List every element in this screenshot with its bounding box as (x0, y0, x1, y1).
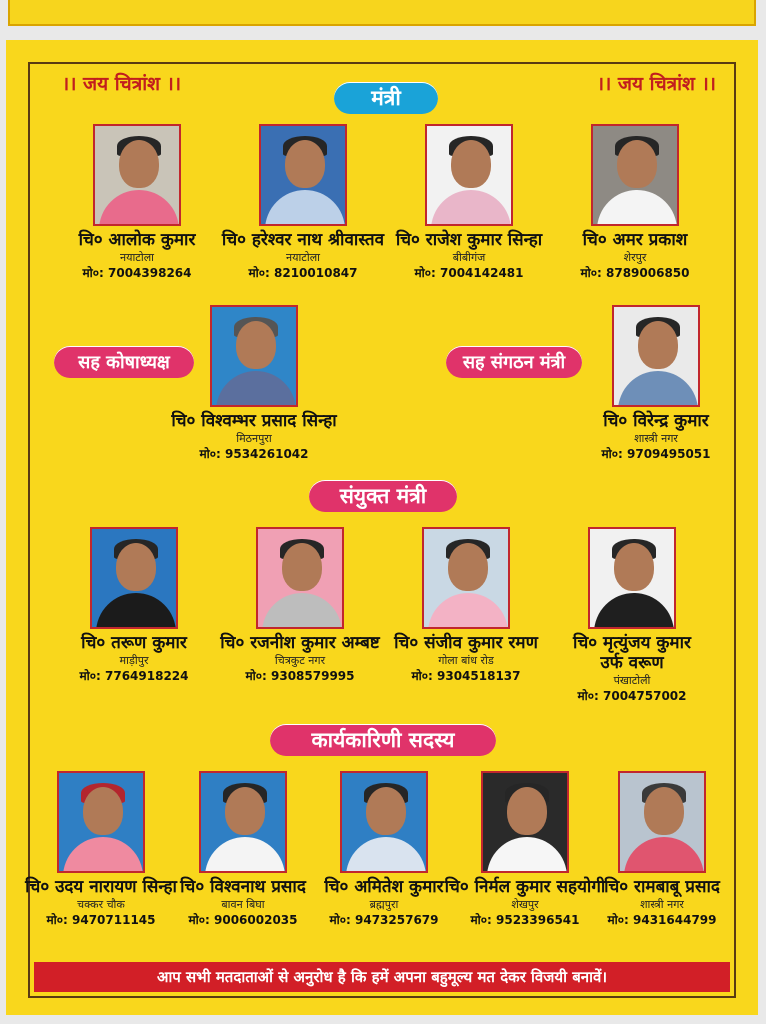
member-name: चि० तरूण कुमार (81, 633, 187, 653)
member-locality: शास्त्री नगर (634, 432, 678, 445)
member-phone: मो०: 7764918224 (79, 669, 189, 683)
member-photo (612, 305, 700, 407)
member-card (545, 124, 725, 281)
member-locality: शेरपुर (623, 251, 647, 264)
member-locality: बीबीगंज (452, 251, 486, 264)
member-card (210, 527, 390, 684)
member-phone: मो०: 9431644799 (607, 913, 717, 927)
member-card (379, 124, 559, 281)
member-name: चि० मृत्युंजय कुमार (573, 633, 691, 653)
member-locality: माड़ीपुर (119, 654, 149, 667)
member-phone: मो०: 9709495051 (601, 447, 711, 461)
member-name: चि० अमितेश कुमार (324, 877, 444, 897)
member-phone: मो०: 9006002035 (188, 913, 298, 927)
member-name: चि० अमर प्रकाश (582, 230, 688, 250)
member-name: चि० रजनीश कुमार अम्बष्ट (220, 633, 380, 653)
member-photo (425, 124, 513, 226)
member-phone: मो०: 7004142481 (414, 266, 524, 280)
member-name: चि० उदय नारायण सिन्हा (25, 877, 177, 897)
member-locality: शास्त्री नगर (640, 898, 684, 911)
member-locality: चित्रकुट नगर (274, 654, 326, 667)
member-card (154, 305, 354, 462)
member-phone: मो०: 7004757002 (577, 689, 687, 703)
section-karyakarini-heading: कार्यकारिणी सदस्य (270, 724, 496, 756)
member-photo (90, 527, 178, 629)
member-locality: नयाटोला (285, 251, 321, 264)
member-card (47, 124, 227, 281)
member-phone: मो०: 9470711145 (46, 913, 156, 927)
section-mantri-heading: मंत्री (334, 82, 438, 114)
member-locality: नयाटोला (119, 251, 155, 264)
member-photo (259, 124, 347, 226)
member-photo (481, 771, 569, 873)
member-card (542, 527, 722, 704)
member-phone: मो०: 9473257679 (329, 913, 439, 927)
member-photo (256, 527, 344, 629)
member-name: चि० विश्वम्भर प्रसाद सिन्हा (171, 411, 337, 431)
slogan-right: ।। जय चित्रांश ।। (596, 73, 716, 95)
member-phone: मो०: 9523396541 (470, 913, 580, 927)
previous-poster-strip (8, 0, 756, 26)
member-locality: चक्कर चौक (77, 898, 125, 911)
member-locality: बावन बिघा (221, 898, 265, 911)
member-name: चि० हरेश्वर नाथ श्रीवास्तव (221, 230, 385, 250)
member-card (566, 305, 746, 462)
member-card (44, 527, 224, 684)
member-name: चि० विश्वनाथ प्रसाद (180, 877, 306, 897)
slogan-left: ।। जय चित्रांश ।। (62, 73, 182, 95)
member-photo (93, 124, 181, 226)
member-name: चि० रामबाबू प्रसाद (604, 877, 720, 897)
member-alias: उर्फ वरूण (600, 653, 664, 673)
member-locality: पंखाटोली (613, 674, 651, 687)
member-card (376, 527, 556, 684)
member-card (213, 124, 393, 281)
member-locality: मिठनपुरा (236, 432, 272, 445)
section-sanyukt-heading: संयुक्त मंत्री (309, 480, 457, 512)
member-photo (57, 771, 145, 873)
member-photo (422, 527, 510, 629)
member-photo (591, 124, 679, 226)
member-card (576, 771, 748, 928)
member-name: चि० विरेन्द्र कुमार (603, 411, 709, 431)
member-name: चि० आलोक कुमार (78, 230, 196, 250)
section-sah-koshadhyaksh-heading: सह कोषाध्यक्ष (54, 346, 194, 378)
member-locality: शेखपुर (511, 898, 539, 911)
member-phone: मो०: 8789006850 (580, 266, 690, 280)
member-photo (199, 771, 287, 873)
member-name: चि० संजीव कुमार रमण (394, 633, 538, 653)
member-name: चि० राजेश कुमार सिन्हा (395, 230, 543, 250)
member-phone: मो०: 9534261042 (199, 447, 309, 461)
voter-appeal-banner: आप सभी मतदाताओं से अनुरोध है कि हमें अपना बहुमूल्य मत देकर विजयी बनावें। (34, 962, 730, 992)
member-name: चि० निर्मल कुमार सहयोगी (444, 877, 606, 897)
member-photo (340, 771, 428, 873)
member-locality: गोला बांध रोड (438, 654, 494, 667)
member-phone: मो०: 9308579995 (245, 669, 355, 683)
member-phone: मो०: 8210010847 (248, 266, 358, 280)
section-sah-sangathan-heading: सह संगठन मंत्री (446, 346, 582, 378)
member-photo (618, 771, 706, 873)
member-photo (210, 305, 298, 407)
member-locality: ब्रह्मपुरा (369, 898, 399, 911)
member-phone: मो०: 7004398264 (82, 266, 192, 280)
member-phone: मो०: 9304518137 (411, 669, 521, 683)
member-photo (588, 527, 676, 629)
election-poster (6, 40, 758, 1015)
